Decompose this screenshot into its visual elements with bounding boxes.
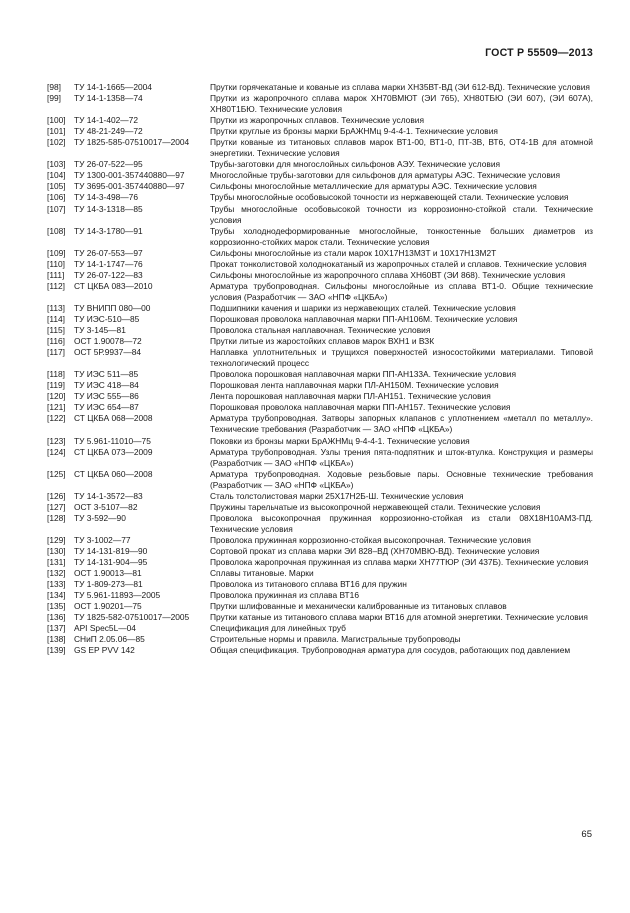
reference-number: [121] (47, 402, 66, 413)
reference-code: ОСТ 1.90201—75 (74, 601, 142, 612)
page-number: 65 (581, 829, 592, 840)
reference-code: СТ ЦКБА 073—2009 (74, 446, 153, 457)
reference-item (47, 303, 593, 314)
reference-title: Проволока пружинная из сплава ВТ16 (210, 590, 359, 601)
reference-code: ТУ 1825-582-07510017—2005 (74, 612, 190, 623)
reference-code: ТУ 5.961-11893—2005 (74, 590, 161, 601)
reference-item (47, 159, 593, 170)
reference-number: [125] (47, 468, 66, 479)
reference-number: [110] (47, 258, 66, 269)
reference-number: [126] (47, 490, 66, 501)
reference-code: ТУ 3-1002—77 (74, 534, 131, 545)
reference-item (47, 513, 593, 535)
reference-title: Строительные нормы и правила. Магистральные трубопроводы (210, 634, 461, 645)
reference-item (47, 623, 593, 634)
reference-number: [133] (47, 579, 66, 590)
standard-header: ГОСТ Р 55509—2013 (485, 47, 593, 59)
reference-code: ТУ 14-1-3572—83 (74, 490, 143, 501)
reference-title: Прутки литые из жаростойких сплавов марок ВХН1 и ВЗК (210, 336, 435, 347)
reference-number: [113] (47, 302, 66, 313)
reference-number: [131] (47, 557, 66, 568)
reference-code: ТУ 3-592—90 (74, 512, 126, 523)
reference-code: СТ ЦКБА 068—2008 (74, 413, 153, 424)
reference-number: [139] (47, 645, 66, 656)
reference-title: Поковки из бронзы марки БрАЖНМц 9-4-4-1. Технические условия (210, 435, 470, 446)
reference-code: ТУ 14-3-498—76 (74, 192, 138, 203)
reference-number: [138] (47, 634, 66, 645)
reference-item (47, 226, 593, 248)
reference-code: GS EP PVV 142 (74, 645, 135, 656)
reference-title: Прутки шлифованные и механически калиброванные из титановых сплавов (210, 601, 507, 612)
reference-code: ТУ 14-131-904—95 (74, 557, 148, 568)
reference-number: [109] (47, 247, 66, 258)
reference-number: [134] (47, 590, 66, 601)
reference-item (47, 126, 593, 137)
reference-item (47, 579, 593, 590)
reference-item (47, 590, 593, 601)
reference-item (47, 204, 593, 226)
reference-code: ТУ 14-1-1665—2004 (74, 82, 152, 92)
reference-title: Проволока стальная наплавочная. Технические условия (210, 325, 431, 336)
reference-number: [117] (47, 347, 66, 358)
reference-item (47, 413, 593, 435)
reference-title: Трубы многослойные особовысокой точности из нержавеющей стали. Технические условия (210, 192, 569, 203)
reference-item (47, 281, 593, 303)
reference-code: ТУ 14-1-1747—76 (74, 258, 143, 269)
reference-number: [127] (47, 501, 66, 512)
reference-title: Сильфоны многослойные из стали марок 10Х17Н13М3Т и 10Х17Н13М2Т (210, 247, 497, 258)
reference-code: СТ ЦКБА 060—2008 (74, 468, 153, 479)
reference-title: Прутки катаные из титанового сплава марки ВТ16 для атомной энергетики. Технические условия (210, 612, 588, 623)
reference-code: ТУ 26-07-553—97 (74, 247, 143, 258)
reference-number: [115] (47, 325, 66, 336)
reference-item (47, 634, 593, 645)
reference-title: Трубы многослойные особовысокой точности из коррозионно-стойкой стали. Технические условия (210, 203, 593, 225)
reference-code: ТУ ИЭС 555—86 (74, 391, 139, 402)
reference-number: [135] (47, 601, 66, 612)
reference-item (47, 270, 593, 281)
reference-title: Арматура трубопроводная. Узлы трения пята-подпятник и шток-втулка. Конструкция и размеры (Разработчик — ЗАО «НПФ «ЦКБА») (210, 446, 593, 468)
reference-number: [128] (47, 512, 66, 523)
reference-code: ОСТ 1.90013—81 (74, 568, 142, 579)
reference-code: ТУ 14-3-1318—85 (74, 203, 143, 214)
reference-title: Порошковая лента наплавочная марки ПЛ-АН150М. Технические условия (210, 380, 499, 391)
reference-code: ТУ 5.961-11010—75 (74, 435, 151, 446)
reference-item (47, 380, 593, 391)
reference-number: [122] (47, 413, 66, 424)
reference-list (47, 82, 593, 656)
reference-item (47, 137, 593, 159)
reference-item (47, 601, 593, 612)
reference-item (47, 546, 593, 557)
reference-title: Проволока высокопрочная пружинная коррозионно-стойкая из стали 08Х18Н10АМ3-ПД. Технические условия (210, 512, 593, 534)
reference-code: ТУ 14-1-1358—74 (74, 93, 143, 104)
reference-number: [103] (47, 159, 66, 170)
reference-title: Сильфоны многослойные из жаропрочного сплава ХН60ВТ (ЭИ 868). Технические условия (210, 269, 566, 280)
reference-item (47, 645, 593, 656)
reference-title: Прутки круглые из бронзы марки БрАЖНМц 9-4-4-1. Технические условия (210, 126, 498, 137)
reference-number: [104] (47, 170, 66, 181)
reference-title: Проволока пружинная коррозионно-стойкая высокопрочная. Технические условия (210, 534, 531, 545)
reference-title: Сильфоны многослойные металлические для арматуры АЭС. Технические условия (210, 181, 537, 192)
reference-number: [107] (47, 203, 66, 214)
reference-title: Подшипники качения и шарики из нержавеющих сталей. Технические условия (210, 302, 516, 313)
reference-code: API Spec5L—04 (74, 623, 136, 634)
reference-title: Порошковая проволока наплавочная марки ПП-АН106М. Технические условия (210, 313, 518, 324)
reference-title: Сортовой прокат из сплава марки ЭИ 828–ВД (ХН70МВЮ-ВД). Технические условия (210, 545, 540, 556)
reference-title: Порошковая проволока наплавочная марки ПП-АН157. Технические условия (210, 402, 511, 413)
reference-title: Лента порошковая наплавочная марки ПЛ-АН151. Технические условия (210, 391, 491, 402)
reference-title: Сплавы титановые. Марки (210, 568, 314, 579)
reference-code: ТУ 14-131-819—90 (74, 545, 148, 556)
reference-code: ТУ ИЭС 654—87 (74, 402, 139, 413)
reference-title: Проволока жаропрочная пружинная из сплава марки ХН77ТЮР (ЭИ 437Б). Технические условия (210, 557, 589, 568)
reference-item (47, 248, 593, 259)
reference-title: Прутки кованые из титановых сплавов марок ВТ1-00, ВТ1-0, ПТ-3В, ВТ6, ОТ4-1В для атомной энергетики. Технические условия (210, 137, 593, 159)
reference-item (47, 557, 593, 568)
reference-number: [99] (47, 93, 61, 104)
reference-title: Пружины тарельчатые из высокопрочной нержавеющей стали. Технические условия (210, 501, 541, 512)
reference-code: ОСТ 5Р.9937—84 (74, 347, 142, 358)
reference-title: Прутки горячекатаные и кованые из сплава марки ХН35ВТ-ВД (ЭИ 612-ВД). Технические условия (210, 82, 590, 92)
reference-title: Проволока из титанового сплава ВТ16 для пружин (210, 579, 407, 590)
reference-code: ТУ 3695-001-357440880—97 (74, 181, 185, 192)
reference-code: ТУ ИЭС 418—84 (74, 380, 139, 391)
reference-item (47, 612, 593, 623)
reference-item (47, 402, 593, 413)
reference-number: [101] (47, 126, 66, 137)
reference-number: [114] (47, 313, 66, 324)
reference-item (47, 259, 593, 270)
reference-code: ТУ ИЭС-510—85 (74, 313, 140, 324)
reference-title: Трубы холоднодеформированные многослойные, тонкостенные больших диаметров из коррозионно-стойких марок стали. Технические условия (210, 225, 593, 247)
reference-number: [108] (47, 225, 66, 236)
reference-number: [132] (47, 568, 66, 579)
reference-code: ТУ 26-07-122—83 (74, 269, 143, 280)
reference-item (47, 181, 593, 192)
reference-number: [130] (47, 545, 66, 556)
reference-item (47, 568, 593, 579)
reference-item (47, 93, 593, 115)
reference-number: [111] (47, 269, 65, 280)
reference-number: [116] (47, 336, 66, 347)
reference-number: [102] (47, 137, 66, 148)
reference-item (47, 391, 593, 402)
reference-title: Арматура трубопроводная. Ходовые резьбовые пары. Основные технические требования (Разработчик — ЗАО «НПФ «ЦКБА») (210, 468, 593, 490)
reference-number: [100] (47, 115, 66, 126)
reference-code: ТУ 14-1-402—72 (74, 115, 138, 126)
reference-code: ТУ 1-809-273—81 (74, 579, 143, 590)
reference-title: Спецификация для линейных труб (210, 623, 346, 634)
reference-title: Прутки из жаропрочного сплава марок ХН70ВМЮТ (ЭИ 765), ХН80ТБЮ (ЭИ 607), (ЭИ 607А), ХН80Т1БЮ. Технические условия (210, 93, 593, 115)
reference-item (47, 115, 593, 126)
reference-item (47, 325, 593, 336)
reference-code: ТУ 48-21-249—72 (74, 126, 143, 137)
reference-code: ТУ ИЭС 511—85 (74, 369, 139, 380)
reference-item (47, 347, 593, 369)
reference-number: [120] (47, 391, 66, 402)
reference-item (47, 314, 593, 325)
reference-number: [112] (47, 280, 66, 291)
reference-code: ТУ 1825-585-07510017—2004 (74, 137, 190, 148)
reference-item (47, 535, 593, 546)
reference-number: [98] (47, 82, 61, 92)
reference-item (47, 82, 593, 93)
reference-code: ОСТ 3-5107—82 (74, 501, 138, 512)
reference-item (47, 170, 593, 181)
reference-title: Общая спецификация. Трубопроводная арматура для сосудов, работающих под давлением (210, 645, 571, 656)
reference-item (47, 336, 593, 347)
reference-item (47, 447, 593, 469)
reference-title: Арматура трубопроводная. Затворы запорных клапанов с уплотнением «металл по металлу». Технические требования (Разработчик — ЗАО «НПФ «ЦКБА») (210, 413, 593, 435)
reference-code: ТУ 14-3-1780—91 (74, 225, 143, 236)
reference-item (47, 491, 593, 502)
reference-title: Сталь толстолистовая марки 25Х17Н2Б-Ш. Технические условия (210, 490, 464, 501)
reference-number: [129] (47, 534, 66, 545)
reference-number: [118] (47, 369, 66, 380)
reference-number: [106] (47, 192, 66, 203)
reference-title: Арматура трубопроводная. Сильфоны многослойные из сплава ВТ1-0. Общие технические условия (Разработчик — ЗАО «НПФ «ЦКБА») (210, 280, 593, 302)
reference-item (47, 469, 593, 491)
reference-number: [105] (47, 181, 66, 192)
reference-code: СНиП 2.05.06—85 (74, 634, 145, 645)
reference-title: Прокат тонколистовой холоднокатаный из жаропрочных сталей и сплавов. Технические условия (210, 258, 587, 269)
reference-code: ТУ 1300-001-357440880—97 (74, 170, 185, 181)
reference-title: Трубы-заготовки для многослойных сильфонов АЭУ. Технические условия (210, 159, 501, 170)
reference-item (47, 436, 593, 447)
reference-number: [137] (47, 623, 66, 634)
reference-item (47, 192, 593, 203)
reference-code: ТУ 3-145—81 (74, 325, 126, 336)
reference-code: ТУ ВНИПП 080—00 (74, 302, 151, 313)
reference-code: ОСТ 1.90078—72 (74, 336, 142, 347)
reference-title: Наплавка уплотнительных и трущихся поверхностей износостойкими материалами. Типовой технологический процесс (210, 347, 593, 369)
reference-code: ТУ 26-07-522—95 (74, 159, 143, 170)
reference-title: Многослойные трубы-заготовки для сильфонов для арматуры АЭС. Технические условия (210, 170, 560, 181)
reference-code: СТ ЦКБА 083—2010 (74, 280, 153, 291)
reference-title: Проволока порошковая наплавочная марки ПП-АН133А. Технические условия (210, 369, 516, 380)
reference-title: Прутки из жаропрочных сплавов. Технические условия (210, 115, 424, 126)
reference-number: [123] (47, 435, 66, 446)
reference-number: [124] (47, 446, 66, 457)
reference-item (47, 369, 593, 380)
reference-number: [136] (47, 612, 66, 623)
reference-number: [119] (47, 380, 66, 391)
reference-item (47, 502, 593, 513)
